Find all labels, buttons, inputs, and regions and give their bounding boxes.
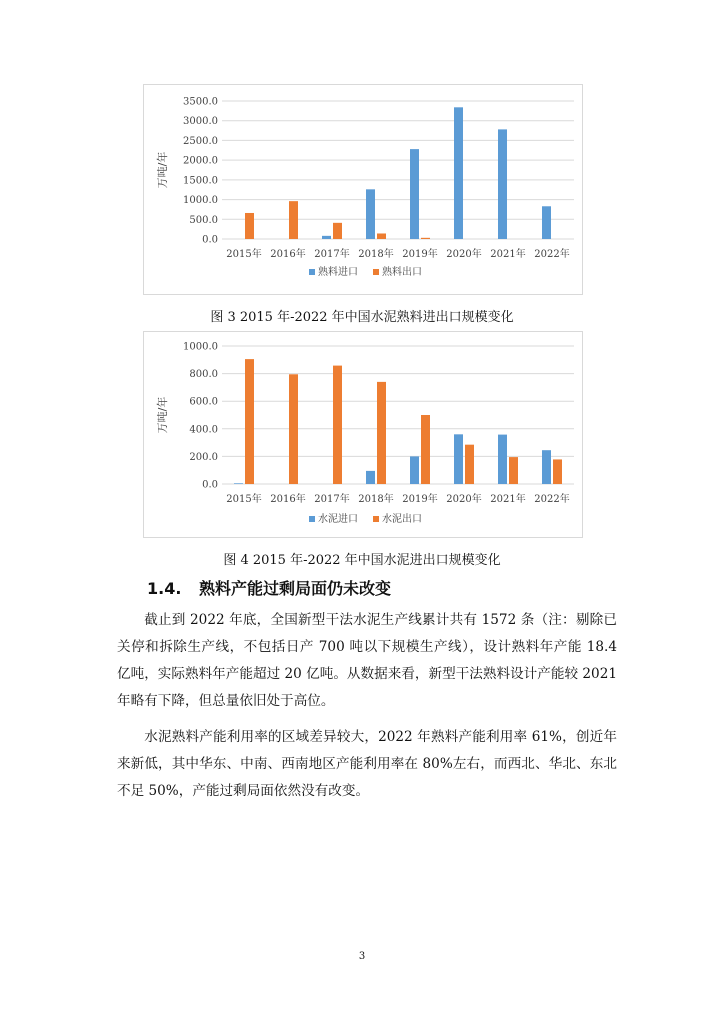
bar-cement-export bbox=[377, 382, 386, 484]
y-tick-label: 2500.0 bbox=[183, 135, 218, 147]
y-tick-label: 600.0 bbox=[189, 396, 218, 408]
x-tick-label: 2018年 bbox=[358, 494, 394, 505]
x-tick-label: 2015年 bbox=[226, 494, 262, 505]
figure-4-caption: 图 4 2015 年-2022 年中国水泥进出口规模变化 bbox=[223, 553, 501, 568]
y-tick-label: 200.0 bbox=[189, 451, 218, 463]
y-tick-label: 500.0 bbox=[189, 214, 218, 226]
bar-cement-import bbox=[498, 435, 507, 484]
bar-cement-import bbox=[454, 434, 463, 484]
bar-clinker-import bbox=[366, 189, 375, 239]
x-tick-label: 2017年 bbox=[314, 249, 350, 260]
legend-swatch bbox=[309, 269, 315, 275]
chart-svg-clinker bbox=[144, 85, 582, 294]
bar-clinker-import bbox=[322, 236, 331, 239]
bar-clinker-export bbox=[377, 233, 386, 239]
y-tick-label: 800.0 bbox=[189, 369, 218, 381]
paragraph-capacity-summary: 截止到 2022 年底，全国新型干法水泥生产线累计共有 1572 条（注：剔除已关停和拆除生产线，不包括日产 700 吨以下规模生产线），设计熟料年产能 18.4 亿吨，实际熟料年产能超过 20 亿吨。从数据来看，新型干法熟料设计产能较 2021 年略有下降，但总量依旧处于高位。 bbox=[117, 612, 617, 709]
x-tick-label: 2021年 bbox=[490, 249, 526, 260]
clinker-import-export-chart bbox=[143, 84, 583, 295]
y-axis-label: 万吨/年 bbox=[156, 151, 169, 189]
x-tick-label: 2022年 bbox=[534, 494, 570, 505]
y-tick-label: 3000.0 bbox=[183, 116, 218, 128]
y-tick-label: 400.0 bbox=[189, 424, 218, 436]
bar-clinker-import bbox=[454, 107, 463, 239]
bar-cement-import bbox=[234, 483, 243, 484]
y-tick-label: 3500.0 bbox=[183, 96, 218, 108]
x-tick-label: 2017年 bbox=[314, 494, 350, 505]
legend-entry: 熟料出口 bbox=[382, 267, 422, 278]
section-title: 熟料产能过剩局面仍未改变 bbox=[199, 579, 392, 598]
bar-cement-export bbox=[289, 374, 298, 484]
cement-import-export-chart bbox=[143, 331, 583, 538]
legend-swatch bbox=[373, 269, 379, 275]
bar-cement-export bbox=[421, 415, 430, 484]
y-tick-label: 2000.0 bbox=[183, 155, 218, 167]
x-tick-label: 2019年 bbox=[402, 494, 438, 505]
x-tick-label: 2022年 bbox=[534, 249, 570, 260]
y-tick-label: 1000.0 bbox=[183, 341, 218, 353]
y-tick-label: 1000.0 bbox=[183, 195, 218, 207]
bar-clinker-import bbox=[410, 149, 419, 239]
bar-cement-import bbox=[542, 450, 551, 484]
bar-cement-import bbox=[410, 456, 419, 484]
bar-cement-export bbox=[465, 445, 474, 484]
paragraph-utilization: 水泥熟料产能利用率的区域差异较大，2022 年熟料产能利用率 61%，创近年来新低，其中华东、中南、西南地区产能利用率在 80%左右，而西北、华北、东北不足 50%，产能过剩局面依然没有改变。 bbox=[117, 729, 617, 799]
y-axis-label: 万吨/年 bbox=[156, 396, 169, 434]
bar-clinker-import bbox=[498, 129, 507, 239]
legend-entry: 水泥进口 bbox=[318, 514, 358, 525]
chart-svg-cement bbox=[144, 332, 582, 537]
y-tick-label: 0.0 bbox=[202, 479, 218, 491]
x-tick-label: 2019年 bbox=[402, 249, 438, 260]
section-number: 1.4. bbox=[147, 579, 182, 598]
x-tick-label: 2018年 bbox=[358, 249, 394, 260]
bar-cement-export bbox=[553, 459, 562, 484]
x-tick-label: 2016年 bbox=[270, 249, 306, 260]
bar-cement-export bbox=[509, 457, 518, 484]
legend-entry: 熟料进口 bbox=[318, 267, 358, 278]
section-heading bbox=[147, 576, 391, 599]
bar-clinker-export bbox=[421, 238, 430, 239]
figure-3-caption: 图 3 2015 年-2022 年中国水泥熟料进出口规模变化 bbox=[210, 310, 514, 325]
page-number: 3 bbox=[358, 951, 366, 962]
x-tick-label: 2020年 bbox=[446, 249, 482, 260]
legend-swatch bbox=[373, 516, 379, 522]
legend-swatch bbox=[309, 516, 315, 522]
bar-cement-import bbox=[366, 471, 375, 484]
bar-cement-export bbox=[333, 366, 342, 484]
bar-cement-export bbox=[245, 359, 254, 484]
y-tick-label: 1500.0 bbox=[183, 175, 218, 187]
bar-clinker-export bbox=[245, 213, 254, 239]
y-tick-label: 0.0 bbox=[202, 234, 218, 246]
bar-clinker-export bbox=[333, 223, 342, 239]
x-tick-label: 2015年 bbox=[226, 249, 262, 260]
bar-clinker-import bbox=[542, 206, 551, 239]
bar-clinker-export bbox=[289, 201, 298, 239]
x-tick-label: 2016年 bbox=[270, 494, 306, 505]
legend-entry: 水泥出口 bbox=[382, 514, 422, 525]
x-tick-label: 2020年 bbox=[446, 494, 482, 505]
x-tick-label: 2021年 bbox=[490, 494, 526, 505]
